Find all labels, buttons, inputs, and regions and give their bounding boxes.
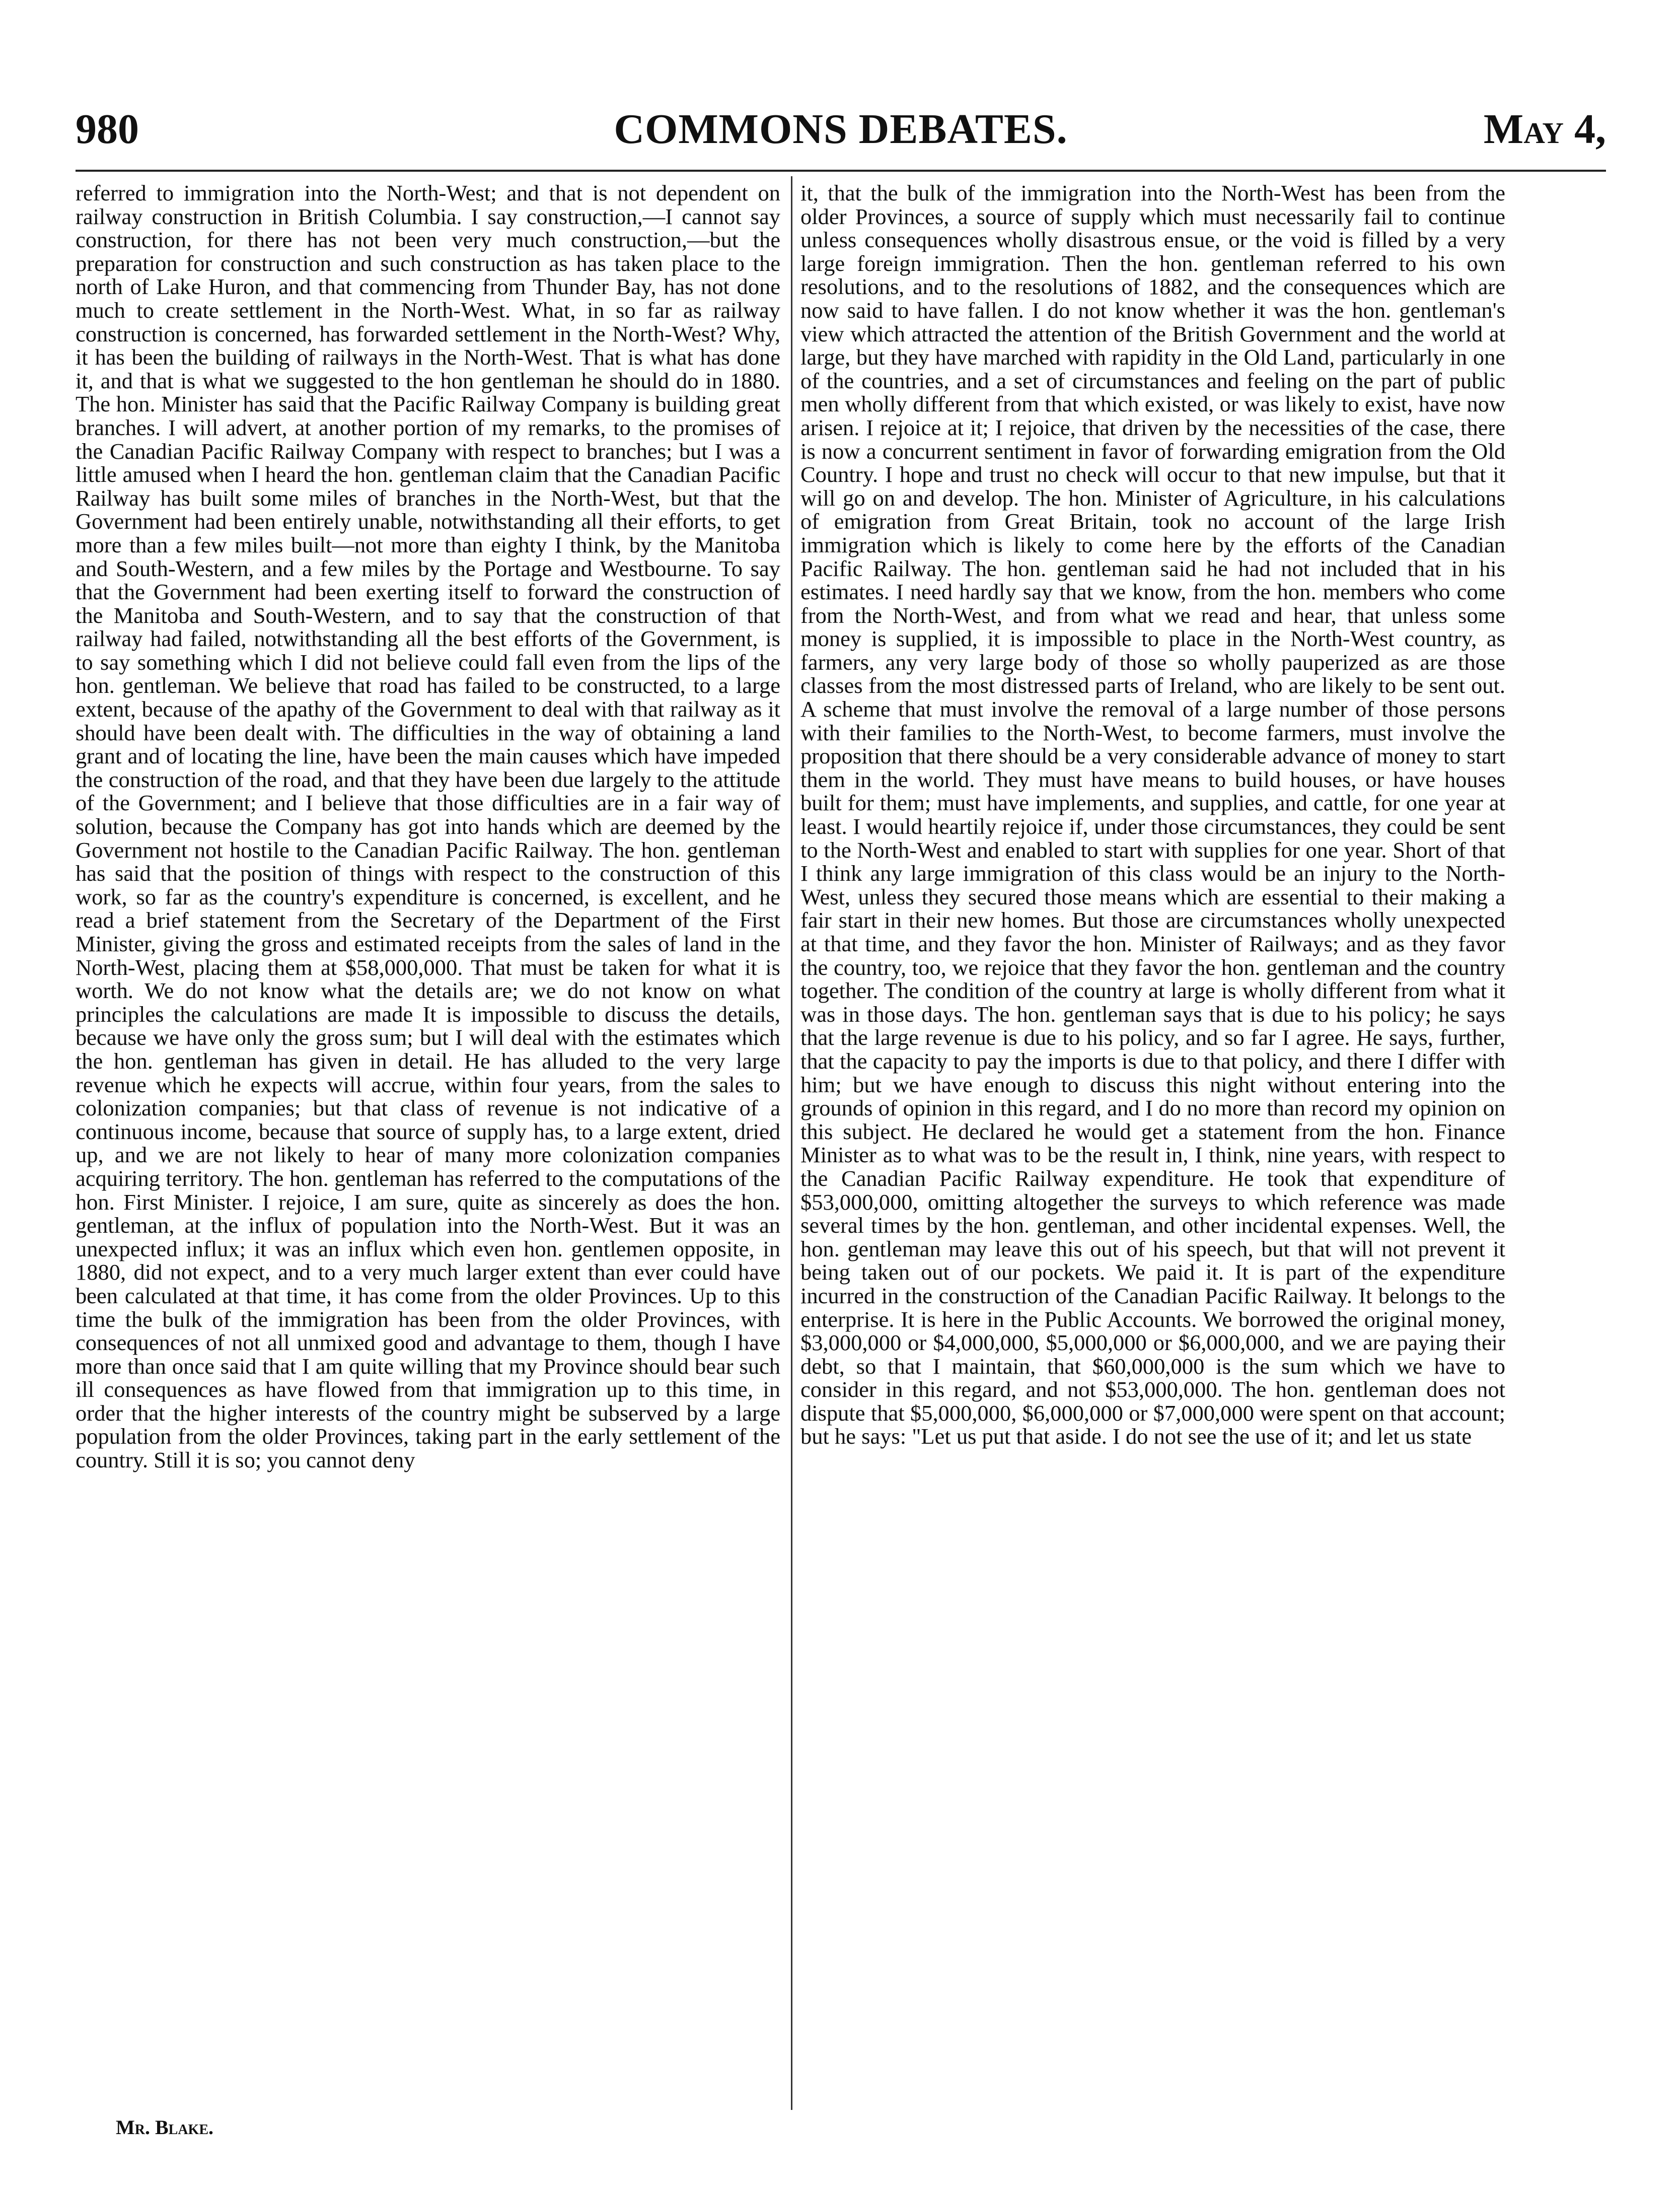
header-date: May 4, [1483, 106, 1606, 153]
right-column-text: it, that the bulk of the immigration into the North-West has been from the older Provinces, a source of supply which must necessarily fail to continue unless consequences wholly disastrous ensue, or the void is filled by a very large foreign immigration. Then the hon. gentleman referred to his own resolutions, and to the resolutions of 1882, and the consequences which are now said to have fallen. I do not know whether it was the hon. gentleman's view which attracted the attention of the British Government and the world at large, but they have marched with rapidity in the Old Land, particularly in one of the countries, and a set of circumstances and feeling on the part of public men wholly different from that which existed, or was likely to exist, have now arisen. I rejoice at it; I rejoice, that driven by the necessities of the case, there is now a concurrent sentiment in favor of forwarding emigration from the Old Country. I hope and trust no check will occur to that new impulse, but that it will go on and develop. The hon. Minister of Agriculture, in his calculations of emigration from Great Britain, took no account of the large Irish immigration which is likely to come here by the efforts of the Canadian Pacific Railway. The hon. gentleman said he had not included that in his estimates. I need hardly say that we know, from the hon. members who come from the North-West, and from what we read and hear, that unless some money is supplied, it is impossible to place in the North-West country, as farmers, any very large body of those so wholly pauperized as are those classes from the most distressed parts of Ireland, who are likely to be sent out. A scheme that must involve the removal of a large number of those persons with their families to the North-West, to become farmers, must involve the proposition that there should be a very considerable advance of money to start them in the world. They must have means to build houses, or have houses built for them; must have implements, and supplies, and cattle, for one year at least. I would heartily rejoice if, under those circumstances, they could be sent to the North-West and enabled to start with supplies for one year. Short of that I think any large immigration of this class would be an injury to the North-West, unless they secured those means which are essential to their making a fair start in their new homes. But those are circumstances wholly unexpected at that time, and they favor the hon. Minister of Railways; and as they favor the country, too, we rejoice that they favor the hon. gentleman and the country together. The condition of the country at large is wholly different from what it was in those days. The hon. gentleman says that is due to his policy; he says that the large revenue is due to his policy, and so far I agree. He says, further, that the capacity to pay the imports is due to that policy, and there I differ with him; but we have enough to discuss this night without entering into the grounds of opinion in this regard, and I do no more than record my opinion on this subject. He declared he would get a statement from the hon. Finance Minister as to what was to be the result in, I think, nine years, with respect to the Canadian Pacific Railway expenditure. He took that expenditure of $53,000,000, omitting altogether the surveys to which reference was made several times by the hon. gentleman, and other incidental expenses. Well, the hon. gentleman may leave this out of his speech, but that will not prevent it being taken out of our pockets. We paid it. It is part of the expenditure incurred in the construction of the Canadian Pacific Railway. It belongs to the enterprise. It is here in the Public Accounts. We borrowed the original money, $3,000,000 or $4,000,000, $5,000,000 or $6,000,000, and we are paying their debt, so that I maintain, that $60,000,000 is the sum which we have to consider in this regard, and not $53,000,000. The hon. gentleman does not dispute that $5,000,000, $6,000,000 or $7,000,000 were spent on that account; but he says: "Let us put that aside. I do not see the use of it; and let us state [800, 180, 1505, 1449]
column-divider [791, 176, 792, 2110]
header-rule [76, 170, 1606, 172]
running-title: COMMONS DEBATES. [614, 106, 1068, 153]
right-column [800, 181, 1505, 1448]
page-number: 980 [76, 106, 139, 153]
left-column-text: referred to immigration into the North-West; and that is not dependent on railway construction in British Columbia. I say construction,—I cannot say construction, for there has not been very much construction,—but the preparation for construction and such construction as has taken place to the north of Lake Huron, and that commencing from Thunder Bay, has not done much to create settlement in the North-West. What, in so far as railway construction is concerned, has forwarded settlement in the North-West? Why, it has been the building of railways in the North-West. That is what has done it, and that is what we suggested to the hon gentleman he should do in 1880. The hon. Minister has said that the Pacific Railway Company is building great branches. I will advert, at another portion of my remarks, to the promises of the Canadian Pacific Railway Company with respect to branches; but I was a little amused when I heard the hon. gentleman claim that the Canadian Pacific Railway has built some miles of branches in the North-West, but that the Government had been entirely unable, notwithstanding all their efforts, to get more than a few miles built—not more than eighty I think, by the Manitoba and South-Western, and a few miles by the Portage and Westbourne. To say that the Government had been exerting itself to forward the construction of the Manitoba and South-Western, and to say that the construction of that railway had failed, notwithstanding all the best efforts of the Government, is to say something which I did not believe could fall even from the lips of the hon. gentleman. We believe that road has failed to be constructed, to a large extent, because of the apathy of the Government to deal with that railway as it should have been dealt with. The difficulties in the way of obtaining a land grant and of locating the line, have been the main causes which have impeded the construction of the road, and that they have been due largely to the attitude of the Government; and I believe that those difficulties are in a fair way of solution, because the Company has got into hands which are deemed by the Government not hostile to the Canadian Pacific Railway. The hon. gentleman has said that the position of things with respect to the construction of this work, so far as the country's expenditure is concerned, is excellent, and he read a brief statement from the Secretary of the Department of the First Minister, giving the gross and estimated receipts from the sales of land in the North-West, placing them at $58,000,000. That must be taken for what it is worth. We do not know what the details are; we do not know on what principles the calculations are made It is impossible to discuss the details, because we have only the gross sum; but I will deal with the estimates which the hon. gentleman has given in detail. He has alluded to the very large revenue which he expects will accrue, within four years, from the sales to colonization companies; but that class of revenue is not indicative of a continuous income, because that source of supply has, to a large extent, dried up, and we are not likely to hear of many more colonization companies acquiring territory. The hon. gentleman has referred to the computations of the hon. First Minister. I rejoice, I am sure, quite as sincerely as does the hon. gentleman, at the influx of population into the North-West. But it was an unexpected influx; it was an influx which even hon. gentlemen opposite, in 1880, did not expect, and to a very much larger extent than ever could have been calculated at that time, it has come from the older Provinces. Up to this time the bulk of the immigration has been from the older Provinces, with consequences of not all unmixed good and advantage to them, though I have more than once said that I am quite willing that my Province should bear such ill consequences as have flowed from that immigration up to this time, in order that the higher interests of the country might be subserved by a large population from the older Provinces, taking part in the early settlement of the country. Still it is so; you cannot deny [76, 180, 780, 1473]
speaker-footer: Mr. Blake. [116, 2116, 214, 2139]
page-header [76, 108, 1606, 184]
left-column [76, 181, 780, 1472]
